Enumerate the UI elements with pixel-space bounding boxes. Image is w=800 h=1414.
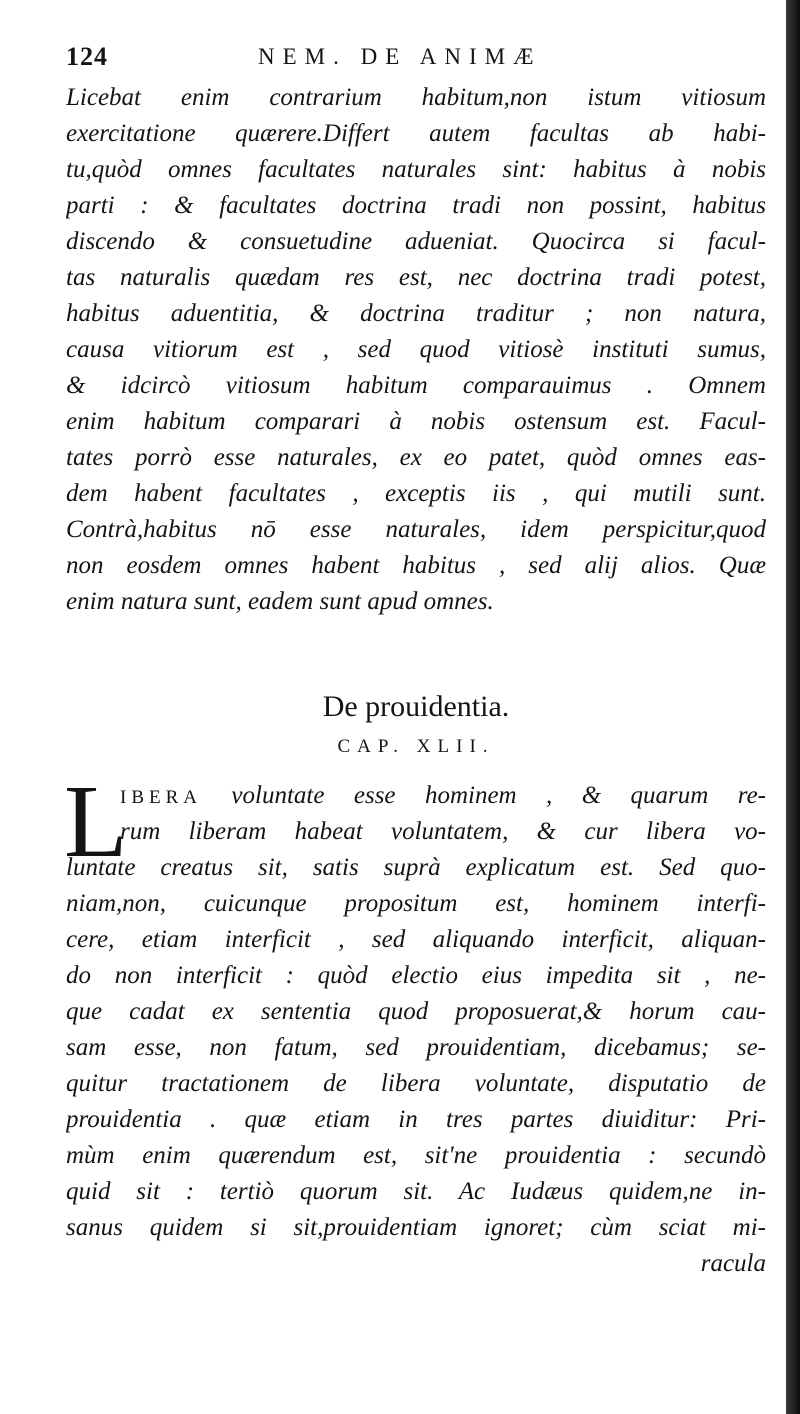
chapter-number: CAP. XLII. [337, 736, 495, 757]
text-line: causa vitiorum est , sed quod vitiosè instituti sumus, [66, 336, 766, 363]
page-edge-shadow [786, 0, 800, 1414]
text-line: prouidentia . quæ etiam in tres partes diuiditur: Pri- [66, 1106, 766, 1133]
text-line: discendo & consuetudine adueniat. Quocirca si facul- [66, 228, 766, 255]
text-line: quitur tractationem de libera voluntate, disputatio de [66, 1070, 766, 1097]
drop-cap: L [64, 764, 128, 879]
text-line: que cadat ex sententia quod proposuerat,& horum cau- [66, 998, 766, 1025]
text-line: niam,non, cuicunque propositum est, hominem interfi- [66, 890, 766, 917]
text-line: parti : & facultates doctrina tradi non possint, habitus [66, 192, 766, 219]
text-line: dem habent facultates , exceptis iis , qui mutili sunt. [66, 480, 766, 507]
text-line: exercitatione quærere.Differt autem facultas ab habi- [66, 120, 766, 147]
text-line: Contrà,habitus nō esse naturales, idem perspicitur,quod [66, 516, 766, 543]
text-line: rum liberam habeat voluntatem, & cur libera vo- [120, 818, 766, 845]
page-number: 124 [66, 42, 108, 71]
running-title: NEM. DE ANIMÆ [258, 44, 542, 69]
text-line: tas naturalis quædam res est, nec doctrina tradi potest, [66, 264, 766, 291]
text-line: tates porrò esse naturales, ex eo patet, quòd omnes eas- [66, 444, 766, 471]
text-line: habitus aduentitia, & doctrina traditur ; non natura, [66, 300, 766, 327]
text-line [66, 778, 766, 814]
text-line: sam esse, non fatum, sed prouidentiam, dicebamus; se- [66, 1034, 766, 1061]
text-line: sanus quidem si sit,prouidentiam ignoret; cùm sciat mi- [66, 1214, 766, 1241]
page-header [66, 42, 766, 76]
paragraph-2 [66, 778, 766, 1282]
text-line: & idcircò vitiosum habitum comparauimus . Omnem [66, 372, 766, 399]
text-line: quid sit : tertiò quorum sit. Ac Iudæus quidem,ne in- [66, 1178, 766, 1205]
text-line: Licebat enim contrarium habitum,non istum vitiosum [66, 84, 766, 111]
first-word: IBERA [120, 787, 202, 808]
text-line: cere, etiam interficit , sed aliquando interficit, aliquan- [66, 926, 766, 953]
text-line: enim habitum comparari à nobis ostensum est. Facul- [66, 408, 766, 435]
text-line: do non interficit : quòd electio eius impedita sit , ne- [66, 962, 766, 989]
paragraph-1 [66, 80, 766, 620]
text-line: enim natura sunt, eadem sunt apud omnes. [66, 588, 494, 615]
text-line: tu,quòd omnes facultates naturales sint: habitus à nobis [66, 156, 766, 183]
text-line-rest: voluntate esse hominem , & quarum re- [231, 782, 766, 809]
chapter-title: De prouidentia. [322, 690, 510, 723]
catchword: racula [700, 1250, 766, 1277]
text-line: non eosdem omnes habent habitus , sed alij alios. Quæ [66, 552, 766, 579]
text-line: mùm enim quærendum est, sit'ne prouidentia : secundò [66, 1142, 766, 1169]
text-line: luntate creatus sit, satis suprà explicatum est. Sed quo- [66, 854, 766, 881]
